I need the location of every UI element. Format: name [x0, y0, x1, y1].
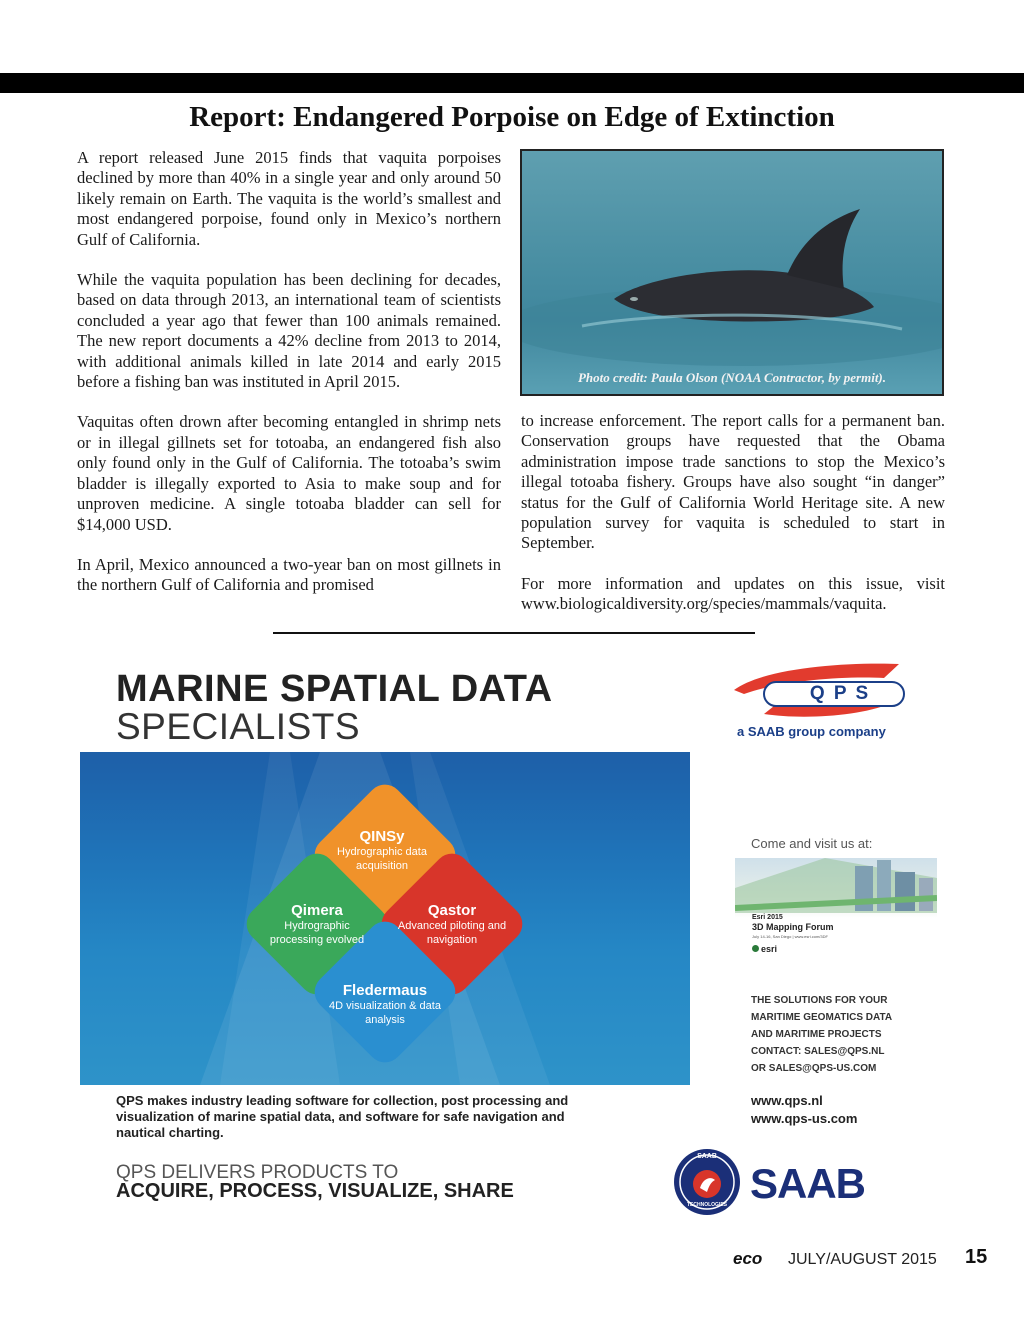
article-paragraph: For more information and updates on this issue, visit www.biologicaldiversity.org/species/mammals/vaquita. [521, 573, 945, 614]
solutions-text [751, 992, 892, 1077]
esri-event-name: 3D Mapping Forum [752, 922, 834, 932]
product-qastor [392, 902, 512, 947]
article-left-column [77, 148, 501, 596]
saab-badge-top: SAAB [697, 1153, 717, 1160]
qps-logo [734, 658, 909, 720]
footer-magazine: eco [733, 1249, 763, 1268]
product-desc: Advanced piloting and navigation [397, 920, 507, 946]
product-name: Fledermaus [342, 982, 428, 999]
article-paragraph: to increase enforcement. The report calls for a permanent ban. Conservation groups have requested that the Obama administration impose trade sanctions to stop the Mexico’s illegal totoaba fishery. Groups have also sought “in danger” status for the Gulf of California World Heritage site. A new population survey for vaquita is scheduled to start in September. [521, 411, 945, 553]
vaquita-illustration [522, 151, 944, 396]
ad-urls [751, 1092, 857, 1128]
globe-icon [752, 945, 759, 952]
saab-wordmark: SAAB [750, 1160, 866, 1207]
esri-brand [752, 944, 777, 954]
solutions-line: MARITIME GEOMATICS DATA [751, 1012, 893, 1023]
ad-ocean-graphic [80, 752, 690, 1085]
product-diamond-diagram [80, 752, 690, 1085]
product-name: Qimera [291, 902, 343, 919]
page-number: 15 [965, 1246, 988, 1268]
ad-body-text: QPS makes industry leading software for collection, post processing and visualization of marine spatial data, and software for safe navigation and nautical charting. [116, 1093, 569, 1140]
esri-event-details: July 14-16, San Diego | www.esri.com/3DF [752, 934, 828, 939]
product-name: QINSy [359, 828, 405, 845]
article-paragraph: While the vaquita population has been declining for decades, based on data through 2013, an international team of scientists concluded a year ago that fewer than 100 animals remained. The new report documents a 42% decline from 2013 to 2014, with additional animals killed in late 2014 and early 2015 before a fishing ban was instituted in April 2015. [77, 270, 501, 392]
product-qimera [257, 902, 377, 947]
solutions-line: AND MARITIME PROJECTS [751, 1029, 882, 1040]
solutions-line: CONTACT: SALES@QPS.NL [751, 1046, 885, 1057]
esri-brand-text: esri [761, 944, 778, 954]
section-divider [273, 632, 755, 634]
photo-caption: Photo credit: Paula Olson (NOAA Contractor, by permit). [577, 370, 887, 385]
article-right-column [521, 411, 945, 615]
visit-text: Come and visit us at: [751, 836, 873, 851]
url-link[interactable]: www.qps-us.com [751, 1111, 858, 1126]
product-qinsy [312, 828, 452, 873]
article-paragraph: Vaquitas often drown after becoming entangled in shrimp nets or in illegal gillnets set for totoaba, an endangered fish also only found only in the Gulf of California. The totoaba’s swim bladder is illegally exported to Asia to make soup and for unproven medicine. A single totoaba bladder can sell for $14,000 USD. [77, 412, 501, 534]
solutions-line: OR SALES@QPS-US.COM [751, 1063, 877, 1074]
saab-badge-bottom: TECHNOLOGIES [686, 1202, 727, 1208]
article-title: Report: Endangered Porpoise on Edge of Extinction [189, 101, 835, 133]
header-bar [0, 73, 1024, 93]
product-desc: 4D visualization & data analysis [329, 1000, 441, 1026]
url-link[interactable]: www.qps.nl [751, 1093, 823, 1108]
esri-event-year: Esri 2015 [752, 914, 783, 921]
ad-subheadline: SPECIALISTS [116, 706, 361, 747]
qps-tagline: a SAAB group company [737, 724, 886, 739]
esri-event-banner [735, 858, 937, 958]
saab-badge [673, 1148, 741, 1216]
product-desc: Hydrographic processing evolved [269, 920, 365, 946]
ad-delivers-line: QPS DELIVERS PRODUCTS TO [116, 1162, 399, 1183]
city-skyline-graphic [735, 858, 937, 958]
article-paragraph: A report released June 2015 finds that vaquita porpoises declined by more than 40% in a single year and only around 50 likely remain on Earth. The vaquita is the world’s smallest and most endangered porpoise, found only in Mexico’s northern Gulf of California. [77, 148, 501, 249]
product-fledermaus [320, 982, 450, 1027]
article-paragraph: In April, Mexico announced a two-year ban on most gillnets in the northern Gulf of California and promised [77, 554, 501, 595]
vaquita-photo [520, 149, 944, 396]
footer-issue: JULY/AUGUST 2015 [788, 1251, 937, 1268]
qps-logo-text: Q P S [809, 683, 871, 704]
product-desc: Hydrographic data acquisition [337, 846, 427, 872]
ad-headline: MARINE SPATIAL DATA [116, 668, 553, 710]
solutions-line: THE SOLUTIONS FOR YOUR [751, 995, 888, 1006]
product-name: Qastor [427, 902, 477, 919]
ad-delivers-tagline: ACQUIRE, PROCESS, VISUALIZE, SHARE [116, 1180, 514, 1202]
